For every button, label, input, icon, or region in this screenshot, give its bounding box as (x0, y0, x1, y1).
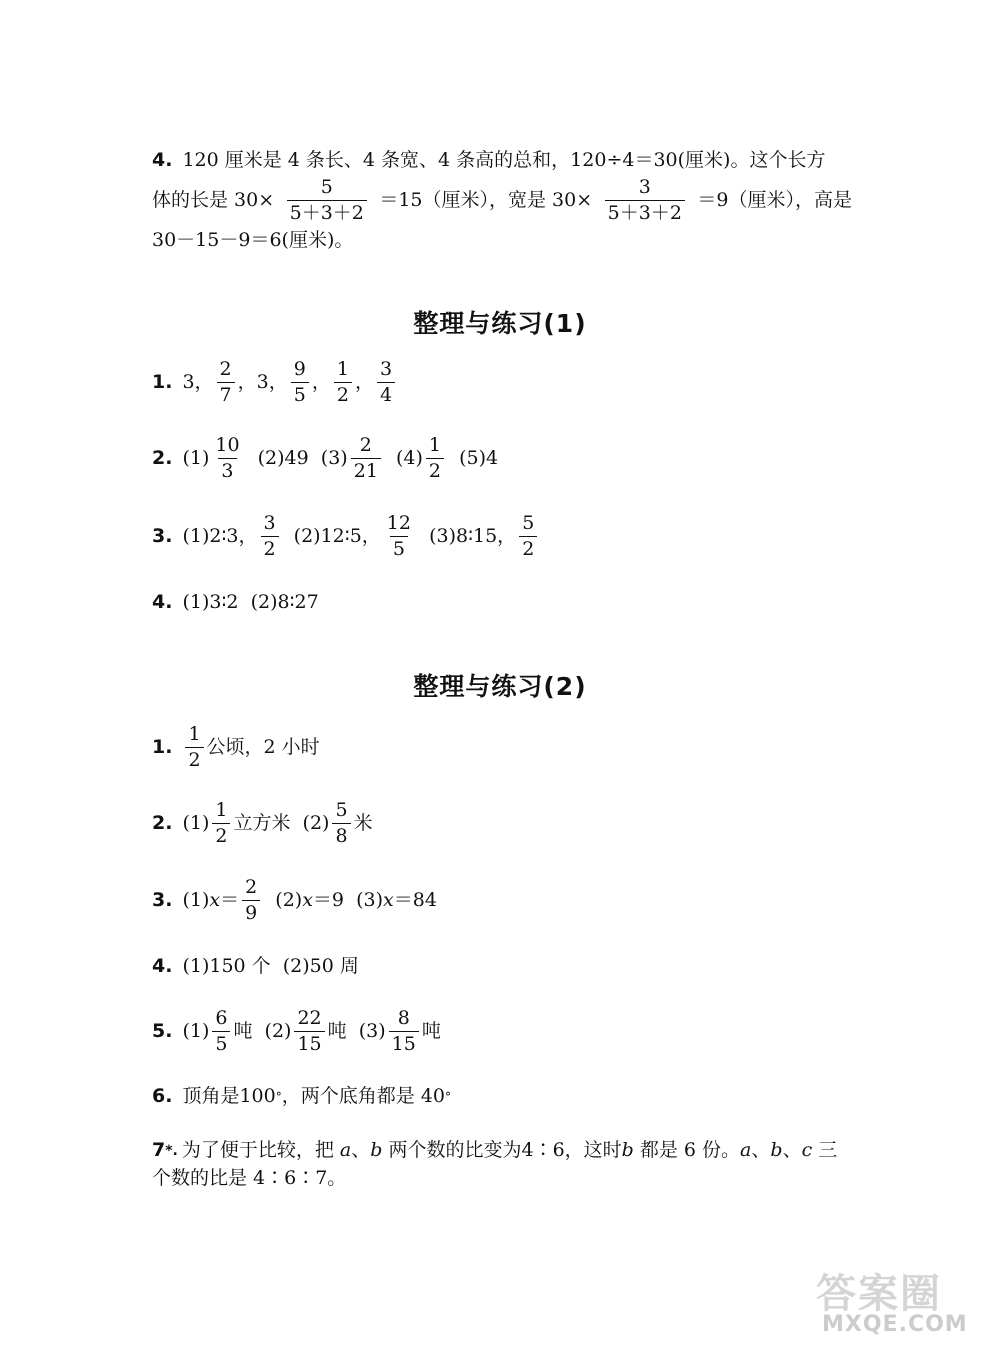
text: (1) (182, 812, 210, 834)
watermark-url: MXQE.COM (822, 1312, 968, 1337)
s2-item-2 (152, 801, 852, 846)
fraction (291, 360, 309, 405)
degree-symbol: ° (444, 1089, 451, 1104)
numerator: 5 (335, 799, 348, 821)
question-number: 5. (152, 1020, 173, 1042)
variable-a: a (339, 1139, 352, 1161)
numerator: 2 (245, 876, 258, 898)
denominator: 2 (426, 458, 444, 481)
numerator: 8 (397, 1007, 410, 1029)
s2-item-6 (152, 1087, 852, 1106)
numerator: 5 (320, 176, 333, 198)
numerator: 6 (215, 1007, 228, 1029)
numerator: 1 (188, 723, 201, 745)
variable-b: b (370, 1139, 383, 1161)
numerator: 3 (638, 176, 651, 198)
denominator: 4 (377, 382, 395, 405)
denominator: 15 (294, 1031, 324, 1054)
s2-item-7-line1 (152, 1141, 852, 1160)
q4-line1 (152, 151, 852, 170)
text: (1)150 个 (2)50 周 (182, 955, 359, 977)
denominator: 21 (351, 458, 381, 481)
numerator: 1 (428, 434, 442, 456)
text: 个数的比是 4∶6∶7。 (152, 1167, 347, 1189)
fraction (389, 1009, 419, 1054)
watermark-text: 答案圈 (816, 1271, 942, 1317)
text: 米 (353, 812, 373, 834)
fraction (519, 514, 537, 559)
numerator: 5 (522, 512, 535, 534)
question-number: 4. (152, 955, 173, 977)
denominator: 2 (212, 823, 230, 846)
question-number: 1. (152, 736, 173, 758)
denominator: 2 (334, 382, 352, 405)
text: 都是 6 份。 (633, 1139, 741, 1161)
text: ， (354, 371, 374, 393)
q4-text-2c: ＝9（厘米），高是 (697, 189, 852, 211)
s2-item-3 (152, 878, 852, 923)
s1-item-3 (152, 514, 852, 559)
text: ，3， (237, 371, 288, 393)
denominator: 3 (218, 458, 236, 481)
numerator: 2 (359, 434, 372, 456)
denominator: 5＋3＋2 (287, 200, 367, 223)
q4-line2 (152, 178, 852, 223)
variable-b: b (770, 1139, 783, 1161)
variable-a: a (740, 1139, 752, 1161)
variable-x: x (209, 889, 221, 911)
numerator: 10 (215, 434, 240, 456)
fraction (377, 360, 395, 405)
variable-c: c (801, 1139, 813, 1161)
text: ＝84 (393, 889, 437, 911)
text: 三 (812, 1139, 838, 1161)
numerator: 1 (336, 358, 349, 380)
q4-line3 (152, 231, 852, 250)
fraction (287, 178, 367, 223)
numerator: 2 (219, 358, 232, 380)
degree-symbol: ° (275, 1089, 282, 1104)
fraction (217, 360, 235, 405)
text: 两个数的比变为4∶6，这时 (382, 1139, 622, 1161)
numerator: 3 (379, 358, 393, 380)
section-title: 整理与练习(1) (413, 309, 587, 338)
question-number: 4. (152, 149, 173, 171)
fraction (185, 725, 203, 770)
text: (2) (263, 889, 303, 911)
denominator: 9 (242, 900, 260, 923)
question-number: 7 (152, 1139, 166, 1161)
denominator: 5＋3＋2 (605, 200, 685, 223)
text: ，两个底角都是 40 (281, 1085, 445, 1107)
q4-text-3: 30－15－9＝6(厘米)。 (152, 229, 354, 251)
fraction (212, 1009, 230, 1054)
denominator: 2 (519, 536, 537, 559)
numerator: 12 (386, 512, 411, 534)
q4-text-2a: 体的长是 30× (152, 189, 275, 211)
question-number: 4. (152, 591, 173, 613)
variable-b: b (621, 1139, 634, 1161)
text: (4) (383, 447, 423, 469)
fraction (212, 436, 242, 481)
text: ， (311, 371, 331, 393)
q4-text-2b: ＝15（厘米），宽是 30× (379, 189, 593, 211)
text: 公顷，2 小时 (206, 736, 320, 758)
s1-item-2 (152, 436, 852, 481)
text: 吨 (421, 1020, 441, 1042)
text: 、 (351, 1139, 371, 1161)
text: (1)2∶3， (182, 525, 258, 547)
text: 顶角是100 (182, 1085, 276, 1107)
s2-item-7-line2 (152, 1169, 852, 1188)
fraction (605, 178, 685, 223)
fraction (332, 801, 350, 846)
numerator: 1 (215, 799, 228, 821)
question-number: 2. (152, 447, 173, 469)
question-number: 2. (152, 812, 173, 834)
text: 立方米 (2) (233, 812, 330, 834)
text: (1) (182, 447, 210, 469)
text: 吨 (2) (233, 1020, 292, 1042)
text: (2)12∶5， (281, 525, 381, 547)
text: 为了便于比较，把 (181, 1139, 340, 1161)
text: 、 (751, 1139, 771, 1161)
question-number: 3. (152, 525, 173, 547)
s2-item-1 (152, 725, 852, 770)
s2-item-4 (152, 957, 852, 976)
numerator: 3 (263, 512, 276, 534)
text: 3， (182, 371, 214, 393)
fraction (351, 436, 381, 481)
text: ＝9 (3) (312, 889, 384, 911)
text: 吨 (3) (327, 1020, 386, 1042)
denominator: 5 (390, 536, 408, 559)
denominator: 2 (185, 747, 203, 770)
denominator: 8 (332, 823, 350, 846)
denominator: 5 (291, 382, 309, 405)
text: (1) (182, 889, 210, 911)
text: 、 (782, 1139, 802, 1161)
variable-x: x (302, 889, 313, 911)
fraction (384, 514, 414, 559)
text: (1)3∶2 (2)8∶27 (182, 591, 319, 613)
denominator: 2 (261, 536, 279, 559)
question-number: 6. (152, 1085, 173, 1107)
s1-item-1 (152, 360, 852, 405)
variable-x: x (383, 889, 394, 911)
fraction (261, 514, 279, 559)
text: (3)8∶15， (416, 525, 517, 547)
fraction (334, 360, 352, 405)
denominator: 5 (212, 1031, 230, 1054)
s1-item-4 (152, 593, 852, 612)
denominator: 15 (389, 1031, 419, 1054)
text: (1) (182, 1020, 210, 1042)
q4-text-1: 120 厘米是 4 条长、4 条宽、4 条高的总和，120÷4＝30(厘米)。这个长方 (182, 149, 826, 171)
s2-item-5 (152, 1009, 852, 1054)
denominator: 7 (217, 382, 235, 405)
fraction (294, 1009, 324, 1054)
text: (2)49 (3) (245, 447, 348, 469)
watermark-logo (812, 1262, 972, 1344)
question-number: 3. (152, 889, 173, 911)
fraction (212, 801, 230, 846)
fraction (242, 878, 260, 923)
section-title: 整理与练习(2) (413, 672, 587, 701)
star-mark: *. (165, 1142, 178, 1159)
question-number: 1. (152, 371, 173, 393)
text: ＝ (220, 889, 240, 911)
numerator: 22 (297, 1007, 322, 1029)
text: (5)4 (447, 447, 499, 469)
fraction (426, 436, 444, 481)
numerator: 9 (293, 358, 306, 380)
